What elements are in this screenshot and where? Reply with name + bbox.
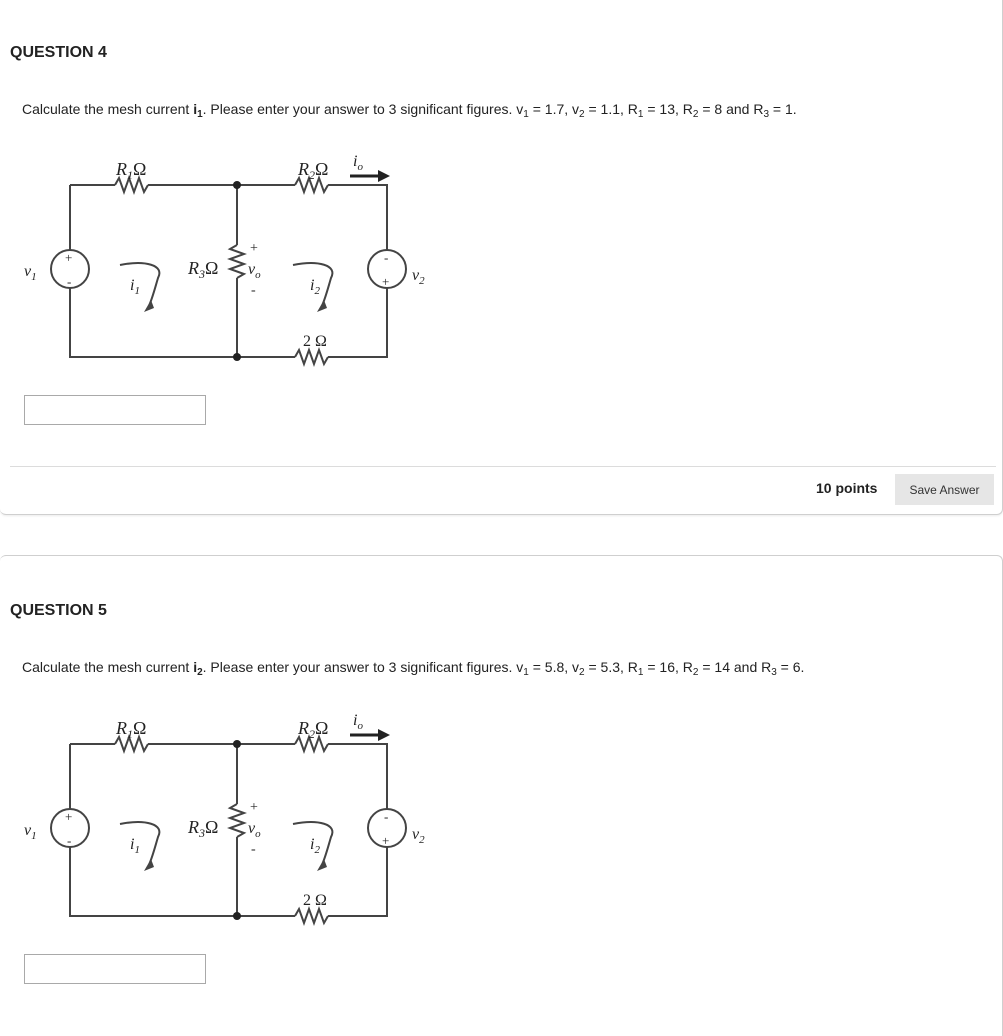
svg-text:R1Ω: $R_1\Omega$ xyxy=(116,159,147,182)
svg-text:-: - xyxy=(384,250,389,265)
save-answer-button[interactable]: Save Answer xyxy=(895,474,994,505)
svg-text:+: + xyxy=(65,809,73,824)
svg-text:R3Ω: $R_3\Omega$ xyxy=(188,817,219,840)
question-5-answer-input[interactable] xyxy=(24,954,206,984)
svg-text:+: + xyxy=(382,833,390,848)
svg-text:R2Ω: $R_2\Omega$ xyxy=(298,718,329,741)
question-4-prompt: Calculate the mesh current $i_1$. Please enter your answer to 3 significant figures. $v_1 = 1.7$, $v_2 = 1.1$, $R_1 = 13$, $R_2 = 8$ and $R_3 = 1$. xyxy=(22,101,797,120)
question-4-answer-input[interactable] xyxy=(24,395,206,425)
svg-text:v2: $v_2$ xyxy=(412,826,425,846)
question-5-card xyxy=(0,555,1003,1036)
divider xyxy=(10,466,996,467)
svg-text:-: - xyxy=(251,842,256,857)
svg-text:vo: $v_o$ xyxy=(248,820,261,840)
svg-text:i1: $i_1$ xyxy=(130,836,140,856)
svg-text:-: - xyxy=(67,833,72,848)
svg-text:-: - xyxy=(384,809,389,824)
svg-text:io: $i_o$ xyxy=(353,153,363,173)
svg-text:v1: $v_1$ xyxy=(24,263,37,283)
svg-text:-: - xyxy=(251,283,256,298)
svg-text:+: + xyxy=(250,800,258,815)
svg-text:R2Ω: $R_2\Omega$ xyxy=(298,159,329,182)
question-4-title: QUESTION 4 xyxy=(10,44,107,61)
svg-text:+: + xyxy=(65,250,73,265)
svg-text:2 Ω: 2 Ω xyxy=(303,892,327,909)
svg-text:2 Ω: 2 Ω xyxy=(303,333,327,350)
question-4-card xyxy=(0,0,1003,515)
svg-text:+: + xyxy=(250,241,258,256)
svg-text:i1: $i_1$ xyxy=(130,277,140,297)
svg-text:R1Ω: $R_1\Omega$ xyxy=(116,718,147,741)
points-label: 10 points xyxy=(816,480,878,496)
svg-text:-: - xyxy=(67,274,72,289)
svg-text:vo: $v_o$ xyxy=(248,261,261,281)
svg-text:+: + xyxy=(382,274,390,289)
circuit-diagram xyxy=(20,150,440,370)
question-5-prompt: Calculate the mesh current $i_2$. Please enter your answer to 3 significant figures. $v_1 = 5.8$, $v_2 = 5.3$, $R_1 = 16$, $R_2 = 14$ and $R_3 = 6$. xyxy=(22,659,805,678)
svg-text:R3Ω: $R_3\Omega$ xyxy=(188,258,219,281)
svg-text:v1: $v_1$ xyxy=(24,822,37,842)
svg-text:i2: $i_2$ xyxy=(310,277,320,297)
svg-text:v2: $v_2$ xyxy=(412,267,425,287)
circuit-diagram xyxy=(20,709,440,929)
svg-text:io: $i_o$ xyxy=(353,712,363,732)
svg-text:i2: $i_2$ xyxy=(310,836,320,856)
question-5-title: QUESTION 5 xyxy=(10,602,107,619)
